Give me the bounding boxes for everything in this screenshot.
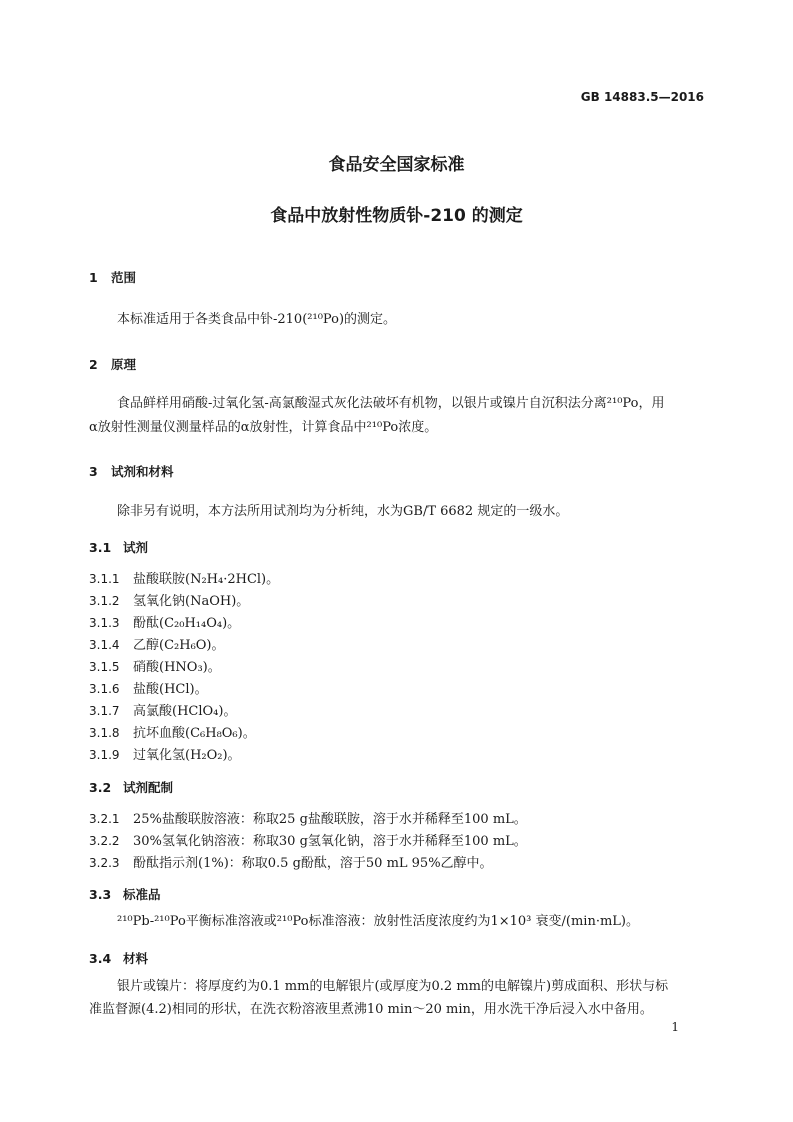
list-item bbox=[89, 568, 279, 587]
item-text: 酚酞指示剂(1%)：称取0.5 g酚酞，溶于50 mL 95%乙醇中。 bbox=[133, 856, 493, 871]
list-item bbox=[89, 590, 249, 609]
list-item bbox=[89, 852, 493, 871]
list-item bbox=[89, 678, 208, 697]
section-2-line-1: 食品鲜样用硝酸-过氧化氢-高氯酸湿式灰化法破坏有机物，以银片或镍片自沉积法分离²¹⁰Po，用 bbox=[117, 396, 665, 411]
section-number: 2 bbox=[89, 357, 98, 372]
section-3-4-heading bbox=[89, 949, 148, 967]
section-title: 范围 bbox=[111, 270, 137, 285]
item-text: 25%盐酸联胺溶液：称取25 g盐酸联胺，溶于水并稀释至100 mL。 bbox=[133, 812, 527, 827]
item-text: 高氯酸(HClO₄)。 bbox=[133, 704, 237, 719]
section-number: 3 bbox=[89, 464, 98, 479]
document-subtitle: 食品中放射性物质钋-210 的测定 bbox=[270, 206, 523, 226]
item-number: 3.1.9 bbox=[89, 748, 120, 762]
item-number: 3.1.7 bbox=[89, 704, 120, 718]
section-number: 1 bbox=[89, 270, 98, 285]
list-item bbox=[89, 634, 225, 653]
section-2-line-2: α放射性测量仪测量样品的α放射性，计算食品中²¹⁰Po浓度。 bbox=[89, 420, 438, 435]
section-3-heading bbox=[89, 462, 174, 480]
section-1-heading bbox=[89, 268, 136, 286]
section-number: 3.3 bbox=[89, 887, 112, 902]
standard-number: GB 14883.5—2016 bbox=[580, 90, 704, 104]
item-number: 3.1.4 bbox=[89, 638, 120, 652]
item-text: 盐酸(HCl)。 bbox=[133, 682, 208, 697]
section-3-4-line-2: 准监督源(4.2)相同的形状，在洗衣粉溶液里煮沸10 min～20 min，用水洗干净后浸入水中备用。 bbox=[89, 1002, 653, 1017]
item-text: 30%氢氧化钠溶液：称取30 g氢氧化钠，溶于水并稀释至100 mL。 bbox=[133, 834, 527, 849]
list-item bbox=[89, 722, 256, 741]
item-number: 3.2.3 bbox=[89, 856, 120, 870]
item-text: 氢氧化钠(NaOH)。 bbox=[133, 594, 250, 609]
section-title: 标准品 bbox=[123, 887, 161, 902]
item-number: 3.1.6 bbox=[89, 682, 120, 696]
section-title: 试剂 bbox=[123, 540, 149, 555]
section-3-3-heading bbox=[89, 885, 161, 903]
section-number: 3.4 bbox=[89, 951, 112, 966]
list-item bbox=[89, 656, 221, 675]
section-3-3-text: ²¹⁰Pb-²¹⁰Po平衡标准溶液或²¹⁰Po标准溶液：放射性活度浓度约为1×10³ 衰变/(min·mL)。 bbox=[117, 914, 639, 929]
list-item bbox=[89, 612, 240, 631]
item-text: 酚酞(C₂₀H₁₄O₄)。 bbox=[133, 616, 241, 631]
item-number: 3.1.3 bbox=[89, 616, 120, 630]
section-3-text: 除非另有说明，本方法所用试剂均为分析纯，水为GB/T 6682 规定的一级水。 bbox=[117, 504, 569, 519]
section-1-text: 本标准适用于各类食品中钋-210(²¹⁰Po)的测定。 bbox=[117, 312, 397, 327]
item-text: 过氧化氢(H₂O₂)。 bbox=[133, 748, 241, 763]
section-title: 原理 bbox=[111, 357, 137, 372]
section-number: 3.1 bbox=[89, 540, 112, 555]
item-text: 乙醇(C₂H₆O)。 bbox=[133, 638, 225, 653]
item-number: 3.1.2 bbox=[89, 594, 120, 608]
item-text: 硝酸(HNO₃)。 bbox=[133, 660, 221, 675]
item-number: 3.2.1 bbox=[89, 812, 120, 826]
section-2-heading bbox=[89, 355, 136, 373]
item-number: 3.2.2 bbox=[89, 834, 120, 848]
section-title: 试剂和材料 bbox=[111, 464, 174, 479]
item-number: 3.1.8 bbox=[89, 726, 120, 740]
document-title: 食品安全国家标准 bbox=[328, 155, 465, 175]
list-item bbox=[89, 700, 236, 719]
item-number: 3.1.1 bbox=[89, 572, 120, 586]
section-title: 材料 bbox=[123, 951, 149, 966]
list-item bbox=[89, 808, 527, 827]
section-3-4-line-1: 银片或镍片：将厚度约为0.1 mm的电解银片(或厚度为0.2 mm的电解镍片)剪成面积、形状与标 bbox=[117, 979, 669, 994]
item-text: 抗坏血酸(C₆H₈O₆)。 bbox=[133, 726, 256, 741]
page-number: 1 bbox=[671, 1020, 679, 1034]
item-number: 3.1.5 bbox=[89, 660, 120, 674]
section-3-2-heading bbox=[89, 778, 173, 796]
section-title: 试剂配制 bbox=[123, 780, 174, 795]
section-3-1-heading bbox=[89, 538, 148, 556]
list-item bbox=[89, 830, 527, 849]
item-text: 盐酸联胺(N₂H₄·2HCl)。 bbox=[133, 572, 280, 587]
list-item bbox=[89, 744, 241, 763]
section-number: 3.2 bbox=[89, 780, 112, 795]
